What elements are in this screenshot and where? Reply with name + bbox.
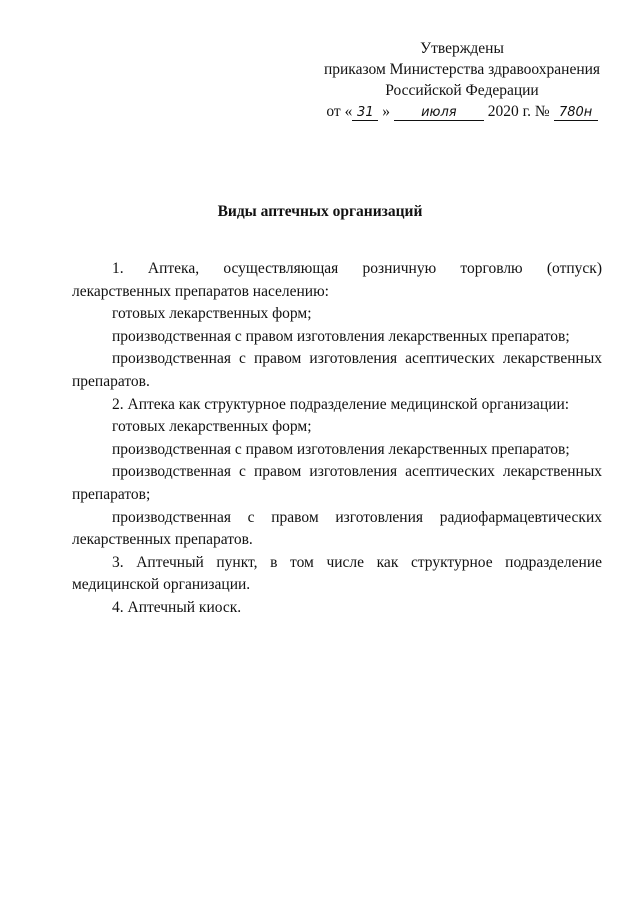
paragraph-2-item-2: производственная с правом изготовления лекарственных препаратов; — [112, 440, 570, 458]
document-body — [72, 258, 602, 620]
date-year: 2020 г. № — [487, 103, 550, 120]
paragraph-2-item-4: производственная с правом изготовления радиофармацевтических лекарственных препаратов. — [72, 508, 602, 549]
paragraph-4: 4. Аптечный киоск. — [112, 598, 242, 616]
paragraph-1-item-3: производственная с правом изготовления асептических лекарственных препаратов. — [72, 350, 602, 390]
approval-block — [322, 38, 602, 122]
paragraph-2-item-1: готовых лекарственных форм; — [112, 418, 312, 436]
paragraph-1: 1. Аптека, осуществляющая розничную торговлю (отпуск) лекарственных препаратов населению: — [72, 260, 602, 300]
date-prefix: от « — [326, 103, 353, 120]
date-month-handwritten: июля — [394, 106, 484, 121]
paragraph-2-item-3: производственная с правом изготовления асептических лекарственных препаратов; — [72, 463, 602, 503]
approval-heading: Утверждены — [420, 40, 504, 57]
paragraph-3: 3. Аптечный пункт, в том числе как структурное подразделение медицинской организации. — [72, 553, 602, 594]
order-number-handwritten: 780н — [554, 106, 598, 121]
approval-order-line: приказом Министерства здравоохранения — [323, 61, 601, 78]
date-day-handwritten: 31 — [352, 106, 378, 121]
paragraph-2: 2. Аптека как структурное подразделение медицинской организации: — [112, 395, 570, 413]
paragraph-1-item-2: производственная с правом изготовления лекарственных препаратов; — [112, 327, 570, 345]
approval-date-line — [322, 101, 602, 122]
paragraph-1-item-1: готовых лекарственных форм; — [112, 305, 312, 323]
document-title: Виды аптечных организаций — [217, 203, 423, 220]
date-close-quote: » — [382, 103, 390, 120]
approval-country-line: Российской Федерации — [385, 82, 539, 99]
